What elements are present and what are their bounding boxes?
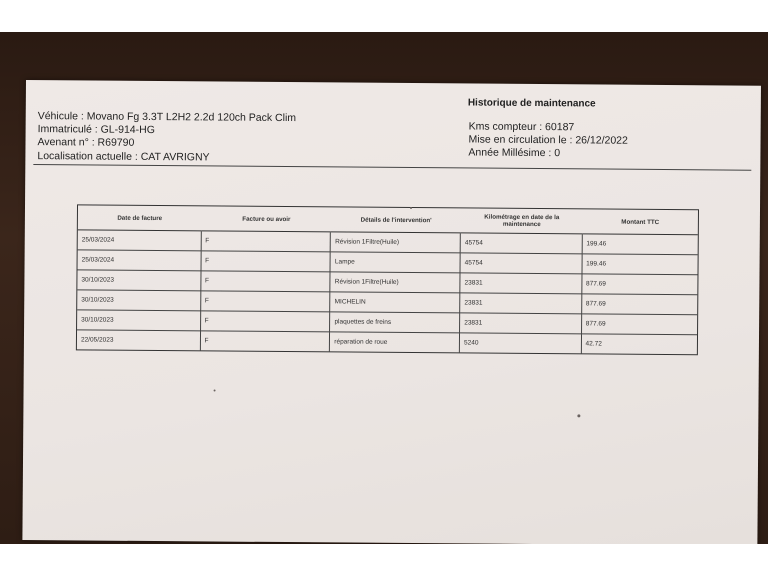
cell-date: 30/10/2023 [77,270,201,291]
cell-mileage: 23831 [460,273,582,294]
cell-amount: 877.69 [582,294,698,315]
cell-details: Révision 1Filtre(Huile) [331,232,461,253]
maintenance-history-table [76,204,699,355]
cell-date: 30/10/2023 [77,290,201,311]
maintenance-info [468,120,628,160]
vehicle-registration: Immatriculé : GL-914-HG [37,123,155,137]
cell-mileage: 45754 [461,233,583,254]
cell-amount: 42.72 [585,340,602,348]
header-amount: Montant TTC [582,209,698,235]
vehicle-location: Localisation actuelle : CAT AVRIGNY [37,149,210,164]
divider [33,164,751,171]
cell-details: réparation de roue [330,332,460,352]
cell-date: 22/05/2023 [77,330,201,350]
cell-date: 25/03/2024 [78,230,202,251]
vehicle-amendment: Avenant n° : R69790 [37,136,135,150]
odometer: Kms compteur : 60187 [468,120,575,134]
cell-amount: 199.46 [582,254,698,275]
cell-type: F [201,231,331,252]
document-title: Historique de maintenance [467,97,596,110]
cell-mileage: 45754 [461,253,583,274]
table-row [77,330,697,354]
cell-details: Lampe [331,252,461,273]
header-details: Détails de l'intervention' [331,207,461,233]
cell-details: Révision 1Filtre(Huile) [331,272,461,293]
cell-amount: 877.69 [582,274,698,295]
photo-background [0,32,768,544]
cell-details: plaquettes de freins [330,312,460,333]
cell-date: 25/03/2024 [78,250,202,271]
paper-speck [214,389,216,391]
cell-type: F [201,271,331,292]
paper-speck [410,207,412,209]
cell-mileage: 23831 [460,313,582,334]
cell-type: F [200,331,330,351]
maintenance-document [22,80,761,544]
cell-mileage: 5240 [460,333,582,353]
cell-type: F [201,291,331,312]
cell-amount: 199.46 [582,234,698,255]
header-type: Facture ou avoir [201,206,331,232]
model-year: Année Millésime : 0 [468,146,561,160]
header-date: Date de facture [78,205,202,231]
cell-amount: 877.69 [582,314,698,335]
cell-type: F [201,251,331,272]
registration-date: Mise en circulation le : 26/12/2022 [468,133,628,147]
cell-mileage: 23831 [460,293,582,314]
paper-speck [577,414,580,417]
vehicle-info [37,110,296,165]
vehicle-model: Véhicule : Movano Fg 3.3T L2H2 2.2d 120ch Pack Clim [37,110,297,125]
cell-type: F [201,311,331,332]
cell-details: MICHELIN [331,292,461,313]
cell-date: 30/10/2023 [77,310,201,331]
header-mileage: Kilométrage en date de la maintenance [461,208,583,234]
